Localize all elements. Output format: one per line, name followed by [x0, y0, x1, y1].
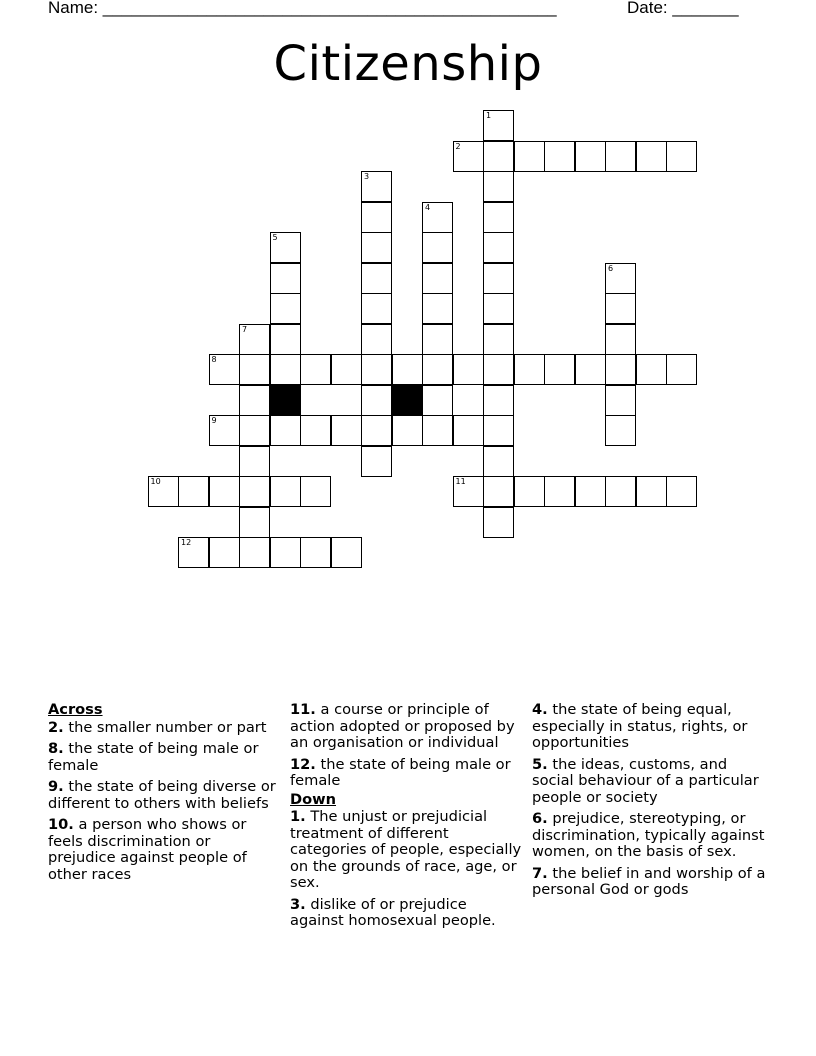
clue-number: 1.	[290, 808, 306, 825]
grid-cell[interactable]	[483, 171, 514, 202]
grid-cell[interactable]	[544, 476, 575, 507]
grid-cell[interactable]	[361, 446, 392, 477]
grid-cell[interactable]	[544, 141, 575, 172]
grid-cell[interactable]	[483, 263, 514, 294]
grid-cell[interactable]	[483, 385, 514, 416]
grid-cell[interactable]	[270, 476, 301, 507]
grid-cell[interactable]	[209, 354, 240, 385]
grid-cell[interactable]	[239, 476, 270, 507]
grid-cell[interactable]	[483, 415, 514, 446]
grid-cell[interactable]	[270, 415, 301, 446]
clue-text: the ideas, customs, and social behaviour of a particular people or society	[532, 755, 759, 806]
grid-cell[interactable]	[270, 324, 301, 355]
clues-column-3	[532, 702, 772, 904]
grid-cell[interactable]	[422, 354, 453, 385]
grid-cell[interactable]	[453, 141, 484, 172]
grid-cell[interactable]	[270, 354, 301, 385]
clue-number: 2.	[48, 718, 64, 736]
clue-across-9	[48, 779, 280, 812]
clue-number-label: 12	[181, 538, 192, 547]
grid-cell[interactable]	[361, 354, 392, 385]
grid-cell[interactable]	[483, 202, 514, 233]
clue-text: the smaller number or part	[68, 718, 267, 736]
grid-cell[interactable]	[483, 507, 514, 538]
puzzle-title: Citizenship	[273, 36, 543, 92]
grid-cell[interactable]	[422, 263, 453, 294]
grid-cell[interactable]	[331, 415, 362, 446]
clue-number: 7.	[532, 864, 548, 882]
clue-down-7	[532, 866, 772, 899]
grid-cell[interactable]	[453, 415, 484, 446]
grid-cell[interactable]	[422, 202, 453, 233]
name-field-label: Name: ________________________________________________	[48, 0, 557, 17]
clue-number-label: 2	[455, 141, 461, 151]
grid-block	[392, 385, 423, 416]
clue-down-5	[532, 757, 772, 807]
grid-cell[interactable]	[514, 141, 545, 172]
grid-cell[interactable]	[361, 385, 392, 416]
grid-cell[interactable]	[239, 385, 270, 416]
grid-cell[interactable]	[422, 385, 453, 416]
grid-cell[interactable]	[483, 232, 514, 263]
clue-across-11	[290, 702, 522, 752]
grid-cell[interactable]	[605, 476, 636, 507]
clue-text: The unjust or prejudicial treatment of different categories of people, especially on the grounds of race, age, or sex.	[290, 808, 522, 891]
clue-text: the belief in and worship of a personal God or gods	[532, 864, 766, 898]
clue-text: the state of being equal, especially in status, rights, or opportunities	[532, 701, 748, 751]
grid-cell[interactable]	[361, 324, 392, 355]
grid-cell[interactable]	[361, 293, 392, 324]
grid-cell[interactable]	[453, 354, 484, 385]
clue-text: the state of being male or female	[290, 755, 511, 789]
clue-down-3	[290, 897, 522, 930]
clue-number: 10.	[48, 816, 74, 833]
grid-cell[interactable]	[239, 537, 270, 568]
clue-number: 3.	[290, 895, 306, 913]
clue-number-label: 4	[425, 202, 431, 212]
clue-number-label: 3	[364, 172, 370, 181]
clue-across-12	[290, 757, 522, 790]
across-heading: Across	[48, 701, 103, 718]
grid-cell[interactable]	[270, 232, 301, 263]
grid-cell[interactable]	[483, 293, 514, 324]
grid-cell[interactable]	[239, 354, 270, 385]
grid-cell[interactable]	[331, 537, 362, 568]
grid-cell[interactable]	[239, 446, 270, 477]
grid-cell[interactable]	[453, 476, 484, 507]
clue-down-4	[532, 702, 772, 752]
grid-cell[interactable]	[392, 354, 423, 385]
grid-cell[interactable]	[209, 537, 240, 568]
grid-block	[270, 385, 301, 416]
grid-cell[interactable]	[605, 385, 636, 416]
grid-cell[interactable]	[300, 537, 331, 568]
grid-cell[interactable]	[361, 263, 392, 294]
grid-cell[interactable]	[148, 476, 179, 507]
grid-cell[interactable]	[575, 476, 606, 507]
grid-cell[interactable]	[361, 415, 392, 446]
grid-cell[interactable]	[483, 141, 514, 172]
grid-cell[interactable]	[605, 293, 636, 324]
grid-cell[interactable]	[605, 263, 636, 294]
grid-cell[interactable]	[209, 415, 240, 446]
clue-number-label: 7	[242, 324, 248, 334]
grid-cell[interactable]	[483, 324, 514, 355]
grid-cell[interactable]	[575, 354, 606, 385]
grid-cell[interactable]	[514, 354, 545, 385]
clue-number: 8.	[48, 740, 64, 757]
grid-cell[interactable]	[483, 110, 514, 141]
clue-number: 4.	[532, 701, 548, 718]
clue-number-label: 5	[272, 233, 278, 242]
clue-number: 11.	[290, 701, 316, 718]
clues-column-2	[290, 702, 522, 935]
grid-cell[interactable]	[209, 476, 240, 507]
grid-cell[interactable]	[361, 232, 392, 263]
grid-cell[interactable]	[178, 476, 209, 507]
clue-number: 5.	[532, 755, 548, 773]
clue-number-label: 1	[486, 111, 492, 120]
clue-down-6	[532, 811, 772, 861]
clue-number-label: 8	[211, 355, 217, 364]
grid-cell[interactable]	[605, 141, 636, 172]
clue-across-2	[48, 720, 280, 737]
grid-cell[interactable]	[666, 354, 697, 385]
grid-cell[interactable]	[483, 446, 514, 477]
grid-cell[interactable]	[392, 415, 423, 446]
clue-number: 9.	[48, 778, 64, 795]
clue-text: a person who shows or feels discrimination or prejudice against people of other races	[48, 816, 247, 883]
grid-cell[interactable]	[544, 354, 575, 385]
clue-number-label: 6	[608, 263, 614, 273]
clue-text: a course or principle of action adopted or proposed by an organisation or individual	[290, 701, 515, 751]
grid-cell[interactable]	[605, 415, 636, 446]
grid-cell[interactable]	[239, 415, 270, 446]
clue-number-label: 11	[455, 477, 466, 486]
grid-cell[interactable]	[239, 507, 270, 538]
grid-cell[interactable]	[361, 202, 392, 233]
grid-cell[interactable]	[422, 324, 453, 355]
grid-cell[interactable]	[483, 476, 514, 507]
grid-cell[interactable]	[178, 537, 209, 568]
grid-cell[interactable]	[666, 476, 697, 507]
grid-cell[interactable]	[422, 293, 453, 324]
clue-number-label: 10	[150, 477, 161, 486]
grid-cell[interactable]	[636, 354, 667, 385]
grid-cell[interactable]	[300, 354, 331, 385]
grid-cell[interactable]	[270, 537, 301, 568]
grid-cell[interactable]	[300, 476, 331, 507]
grid-cell[interactable]	[666, 141, 697, 172]
grid-cell[interactable]	[270, 263, 301, 294]
grid-cell[interactable]	[483, 354, 514, 385]
clue-text: the state of being male or female	[48, 740, 259, 774]
grid-cell[interactable]	[636, 476, 667, 507]
grid-cell[interactable]	[270, 293, 301, 324]
grid-cell[interactable]	[575, 141, 606, 172]
grid-cell[interactable]	[605, 354, 636, 385]
grid-cell[interactable]	[514, 476, 545, 507]
grid-cell[interactable]	[331, 354, 362, 385]
clue-across-10	[48, 817, 280, 883]
grid-cell[interactable]	[239, 324, 270, 355]
date-field-label: Date: _______	[627, 0, 739, 17]
grid-cell[interactable]	[422, 232, 453, 263]
clue-number: 6.	[532, 810, 548, 827]
clue-text: the state of being diverse or different to others with beliefs	[48, 778, 276, 812]
clues-column-1	[48, 702, 280, 888]
clue-text: dislike of or prejudice against homosexual people.	[290, 895, 496, 929]
grid-cell[interactable]	[636, 141, 667, 172]
down-heading: Down	[290, 790, 337, 808]
grid-cell[interactable]	[300, 415, 331, 446]
clue-number: 12.	[290, 755, 316, 773]
grid-cell[interactable]	[422, 415, 453, 446]
clue-text: prejudice, stereotyping, or discrimination, typically against women, on the basis of sex.	[532, 810, 765, 860]
grid-cell[interactable]	[361, 171, 392, 202]
clue-across-8	[48, 741, 280, 774]
grid-cell[interactable]	[605, 324, 636, 355]
clue-number-label: 9	[211, 416, 217, 425]
clue-down-1	[290, 809, 522, 892]
